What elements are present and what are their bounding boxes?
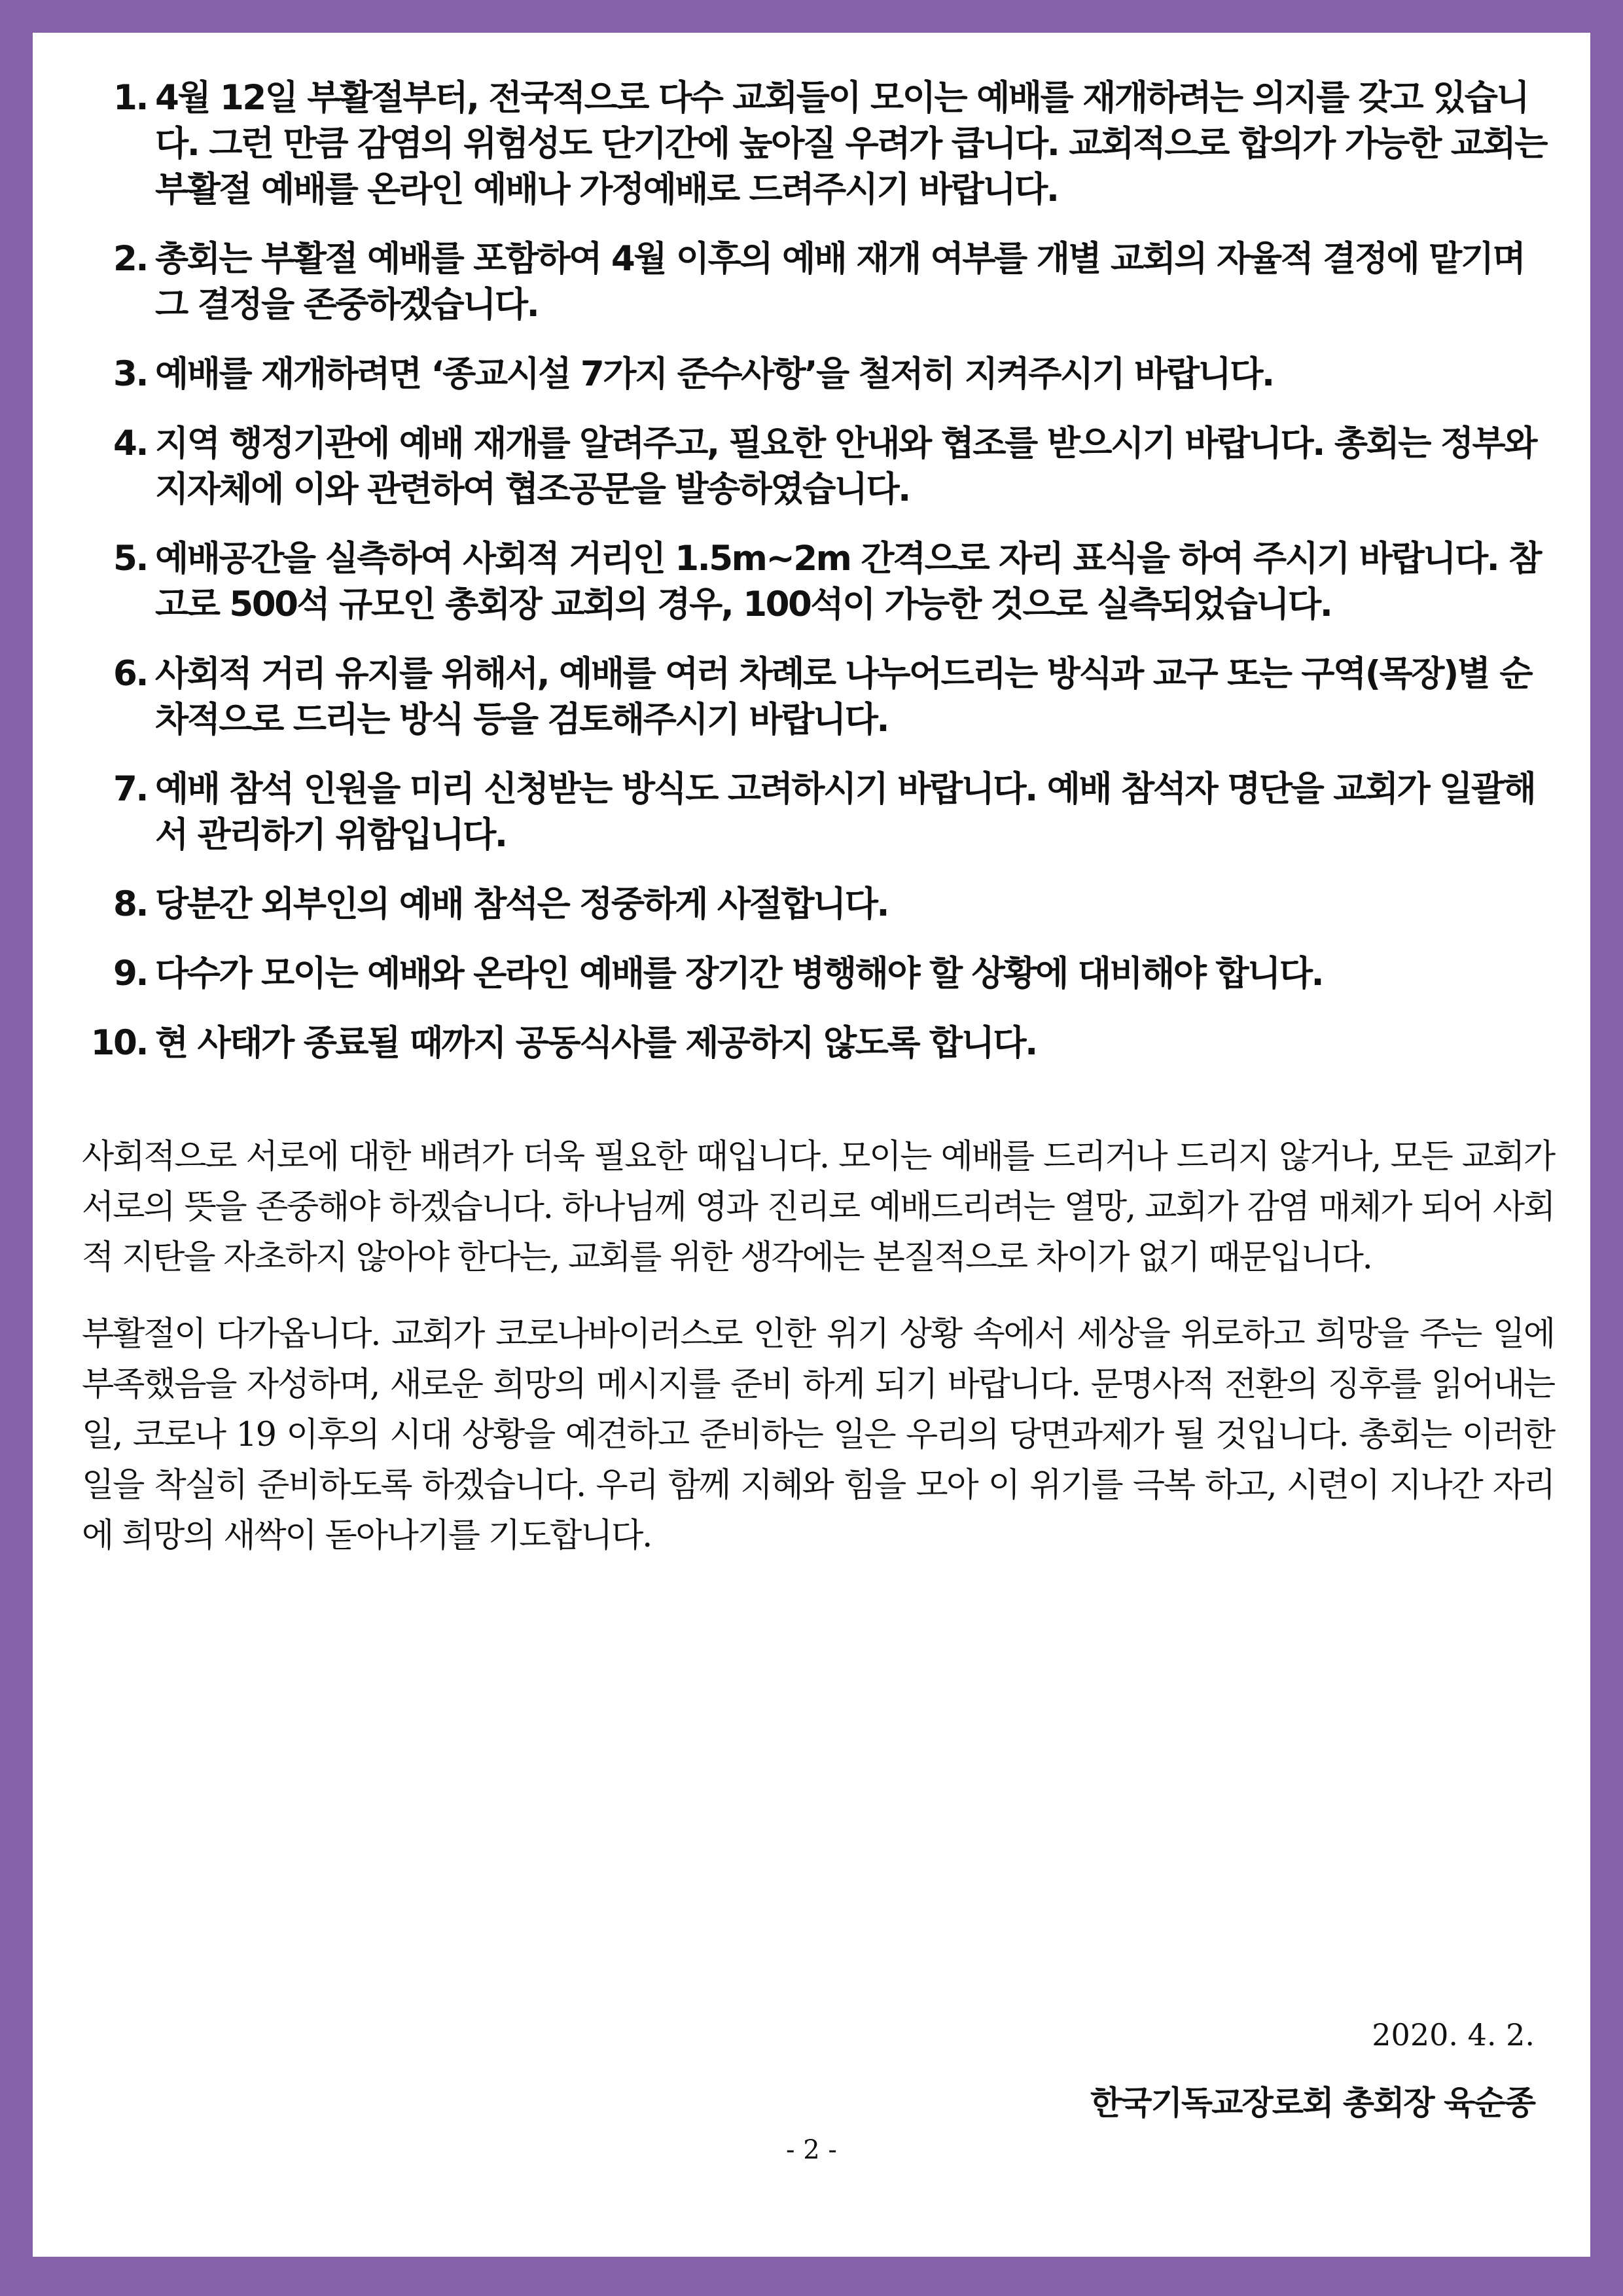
document-body — [82, 75, 1554, 1587]
list-item — [82, 1020, 1554, 1066]
closing-remarks — [82, 1132, 1554, 1561]
list-item-text: 사회적 거리 유지를 위해서, 예배를 여러 차례로 나누어드리는 방식과 교구 또는 구역(목장)별 순차적으로 드리는 방식 등을 검토해주시기 바랍니다. — [155, 654, 1532, 740]
list-item-text: 지역 행정기관에 예배 재개를 알려주고, 필요한 안내와 협조를 받으시기 바랍니다. 총회는 정부와 지자체에 이와 관련하여 협조공문을 발송하였습니다. — [155, 423, 1536, 509]
list-item — [82, 351, 1554, 397]
list-item-number: 1. — [113, 78, 147, 118]
paragraph: 부활절이 다가옵니다. 교회가 코로나바이러스로 인한 위기 상황 속에서 세상을 위로하고 희망을 주는 일에 부족했음을 자성하며, 새로운 희망의 메시지를 준비 하게 되기 바랍니다. 문명사적 전환의 징후를 읽어내는 일, 코로나 19 이후의 시대 상황을 예견하고 준비하는 일은 우리의 당면과제가 될 것입니다. 총회는 이러한 일을 착실히 준비하도록 하겠습니다. 우리 함께 지혜와 힘을 모아 이 위기를 극복 하고, 시련이 지나간 자리에 희망의 새싹이 돋아나기를 기도합니다. — [82, 1315, 1554, 1555]
list-item — [82, 766, 1554, 858]
list-item-number: 6. — [113, 654, 147, 694]
list-item-number: 5. — [113, 539, 147, 579]
list-item-number: 8. — [113, 884, 147, 924]
list-item — [82, 951, 1554, 997]
list-item-number: 9. — [113, 954, 147, 994]
list-item — [82, 421, 1554, 512]
list-item-number: 3. — [113, 354, 147, 394]
list-item-text: 총회는 부활절 예배를 포함하여 4월 이후의 예배 재개 여부를 개별 교회의 자율적 결정에 맡기며 그 결정을 존중하겠습니다. — [155, 239, 1525, 325]
list-item — [82, 75, 1554, 213]
list-item-text: 예배를 재개하려면 ‘종교시설 7가지 준수사항’을 철저히 지켜주시기 바랍니다. — [155, 354, 1274, 394]
list-item-number: 10. — [90, 1023, 147, 1063]
list-item-text: 예배 참석 인원을 미리 신청받는 방식도 고려하시기 바랍니다. 예배 참석자 명단을 교회가 일괄해서 관리하기 위함입니다. — [155, 769, 1535, 855]
document-date: 2020. 4. 2. — [1372, 2017, 1535, 2053]
list-item — [82, 651, 1554, 743]
list-item-number: 4. — [113, 423, 147, 463]
list-item-number: 7. — [113, 769, 147, 809]
list-item-number: 2. — [113, 239, 147, 279]
list-item-text: 당분간 외부인의 예배 참석은 정중하게 사절합니다. — [155, 884, 889, 924]
list-item — [82, 536, 1554, 628]
page-number: - 2 - — [786, 2135, 837, 2165]
list-item — [82, 882, 1554, 927]
list-item — [82, 236, 1554, 328]
signature-line: 한국기독교장로회 총회장 육순종 — [1090, 2083, 1535, 2122]
list-item-text: 다수가 모이는 예배와 온라인 예배를 장기간 병행해야 할 상황에 대비해야 합니다. — [155, 954, 1323, 994]
numbered-guidelines-list — [82, 75, 1554, 1066]
paragraph: 사회적으로 서로에 대한 배려가 더욱 필요한 때입니다. 모이는 예배를 드리거나 드리지 않거나, 모든 교회가 서로의 뜻을 존중해야 하겠습니다. 하나님께 영과 진리로 예배드리려는 열망, 교회가 감염 매체가 되어 사회적 지탄을 자초하지 않아야 한다는, 교회를 위한 생각에는 본질적으로 차이가 없기 때문입니다. — [82, 1138, 1554, 1277]
list-item-text: 현 사태가 종료될 때까지 공동식사를 제공하지 않도록 합니다. — [155, 1023, 1037, 1063]
list-item-text: 4월 12일 부활절부터, 전국적으로 다수 교회들이 모이는 예배를 재개하려는 의지를 갖고 있습니다. 그런 만큼 감염의 위험성도 단기간에 높아질 우려가 큽니다. 교회적으로 합의가 가능한 교회는 부활절 예배를 온라인 예배나 가정예배로 드려주시기 바랍니다. — [155, 78, 1546, 209]
list-item-text: 예배공간을 실측하여 사회적 거리인 1.5m~2m 간격으로 자리 표식을 하여 주시기 바랍니다. 참고로 500석 규모인 총회장 교회의 경우, 100석이 가능한 것으로 실측되었습니다. — [155, 539, 1541, 624]
